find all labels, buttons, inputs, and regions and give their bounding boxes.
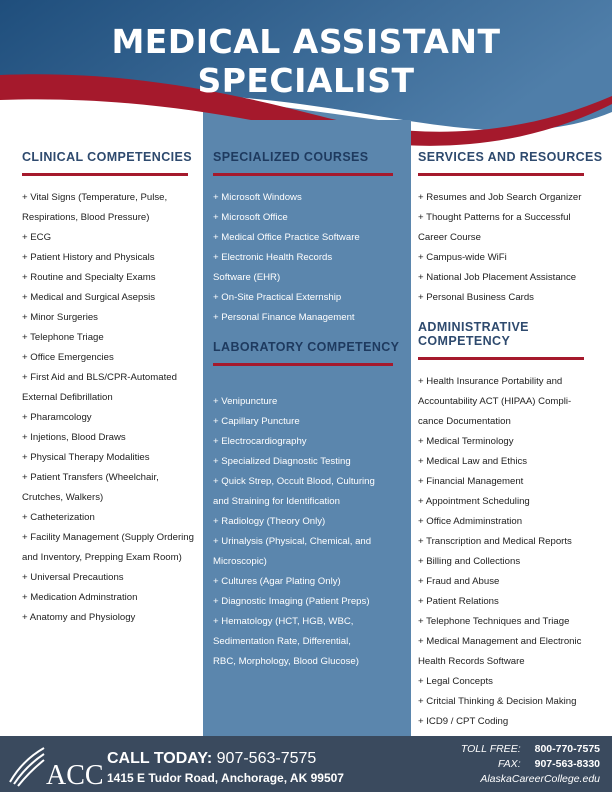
admin-item: + ICD9 / CPT Coding bbox=[418, 716, 509, 727]
swoosh-icon bbox=[6, 742, 46, 788]
clinical-item: + Minor Surgeries bbox=[22, 312, 98, 323]
service-item: Career Course bbox=[418, 232, 481, 243]
lab-item: RBC, Morphology, Blood Glucose) bbox=[213, 656, 359, 667]
admin-item: Health Records Software bbox=[418, 656, 525, 667]
service-item: + Personal Business Cards bbox=[418, 292, 534, 303]
clinical-item: External Defibrillation bbox=[22, 392, 113, 403]
clinical-item: + Injetions, Blood Draws bbox=[22, 432, 126, 443]
lab-item: Microscopic) bbox=[213, 556, 267, 567]
call-number[interactable]: 907-563-7575 bbox=[216, 750, 317, 767]
toll-free-label: TOLL FREE: bbox=[460, 743, 521, 755]
admin-item: + Medical Management and Electronic bbox=[418, 636, 582, 647]
footer bbox=[0, 736, 612, 792]
service-item: + National Job Placement Assistance bbox=[418, 272, 577, 283]
clinical-item: + Patient Transfers (Wheelchair, bbox=[22, 472, 159, 483]
call-today bbox=[107, 750, 316, 768]
lab-item: + Capillary Puncture bbox=[213, 416, 300, 427]
lab-item: Sedimentation Rate, Differential, bbox=[213, 636, 351, 647]
page-title: MEDICAL ASSISTANT SPECIALIST bbox=[111, 22, 501, 100]
clinical-item: + Anatomy and Physiology bbox=[22, 612, 136, 623]
clinical-column bbox=[22, 150, 200, 628]
heading-divider bbox=[213, 173, 393, 176]
lab-item: + Cultures (Agar Plating Only) bbox=[213, 576, 341, 587]
service-item: + Thought Patterns for a Successful bbox=[418, 212, 571, 223]
admin-item: + Appointment Scheduling bbox=[418, 496, 530, 507]
course-item: + On-Site Practical Externship bbox=[213, 292, 342, 303]
call-label: CALL TODAY: bbox=[107, 750, 213, 767]
fax-number: 907-563-8330 bbox=[534, 758, 600, 770]
lab-item: + Urinalysis (Physical, Chemical, and bbox=[213, 536, 372, 547]
admin-item: + Office Admiminstration bbox=[418, 516, 523, 527]
admin-heading: ADMINISTRATIVE COMPETENCY bbox=[418, 320, 529, 348]
clinical-item: + First Aid and BLS/CPR-Automated bbox=[22, 372, 177, 383]
courses-list bbox=[213, 188, 408, 328]
logo-text: ACC bbox=[46, 760, 104, 791]
clinical-item: + Facility Management (Supply Ordering bbox=[22, 532, 194, 543]
lab-item: and Straining for Identification bbox=[213, 496, 340, 507]
service-item: + Campus-wide WiFi bbox=[418, 252, 507, 263]
lab-item: + Radiology (Theory Only) bbox=[213, 516, 326, 527]
admin-item: + Medical Terminology bbox=[418, 436, 514, 447]
clinical-list bbox=[22, 188, 200, 628]
admin-item: + Critcial Thinking & Decision Making bbox=[418, 696, 577, 707]
heading-divider bbox=[213, 363, 393, 366]
admin-item: + Medical Law and Ethics bbox=[418, 456, 528, 467]
clinical-item: Crutches, Walkers) bbox=[22, 492, 104, 503]
admin-item: + Transcription and Medical Reports bbox=[418, 536, 572, 547]
courses-heading: SPECIALIZED COURSES bbox=[213, 150, 369, 164]
admin-list bbox=[418, 372, 610, 732]
admin-item: + Patient Relations bbox=[418, 596, 499, 607]
clinical-item: Respirations, Blood Pressure) bbox=[22, 212, 150, 223]
admin-item: Accountability ACT (HIPAA) Compli- bbox=[418, 396, 572, 407]
lab-list bbox=[213, 392, 408, 672]
admin-item: + Health Insurance Portability and bbox=[418, 376, 563, 387]
clinical-item: + Pharamcology bbox=[22, 412, 92, 423]
admin-item: + Financial Management bbox=[418, 476, 524, 487]
services-heading: SERVICES AND RESOURCES bbox=[418, 150, 603, 164]
services-list bbox=[418, 188, 610, 308]
clinical-item: + Telephone Triage bbox=[22, 332, 104, 343]
course-item: + Medical Office Practice Software bbox=[213, 232, 360, 243]
clinical-item: + Office Emergencies bbox=[22, 352, 114, 363]
admin-item: + Legal Concepts bbox=[418, 676, 493, 687]
clinical-item: + Universal Precautions bbox=[22, 572, 124, 583]
lab-item: + Specialized Diagnostic Testing bbox=[213, 456, 351, 467]
admin-item: + Telephone Techniques and Triage bbox=[418, 616, 570, 627]
toll-free-number[interactable]: 800-770-7575 bbox=[534, 743, 600, 755]
clinical-item: + Routine and Specialty Exams bbox=[22, 272, 156, 283]
course-item: + Microsoft Windows bbox=[213, 192, 302, 203]
service-item: + Resumes and Job Search Organizer bbox=[418, 192, 582, 203]
admin-item: + Billing and Collections bbox=[418, 556, 521, 567]
clinical-item: + Physical Therapy Modalities bbox=[22, 452, 150, 463]
course-item: + Microsoft Office bbox=[213, 212, 288, 223]
heading-divider bbox=[418, 173, 584, 176]
heading-divider bbox=[418, 357, 584, 360]
contact-block bbox=[380, 742, 600, 787]
clinical-item: + Patient History and Physicals bbox=[22, 252, 155, 263]
website-link[interactable]: AlaskaCareerCollege.edu bbox=[480, 773, 600, 785]
fax-label: FAX: bbox=[498, 758, 521, 770]
course-item: Software (EHR) bbox=[213, 272, 281, 283]
clinical-item: + Medication Adminstration bbox=[22, 592, 138, 603]
middle-column bbox=[213, 150, 408, 672]
clinical-heading: CLINICAL COMPETENCIES bbox=[22, 150, 192, 164]
clinical-item: + Catheterization bbox=[22, 512, 95, 523]
heading-divider bbox=[22, 173, 188, 176]
address: 1415 E Tudor Road, Anchorage, AK 99507 bbox=[107, 771, 344, 785]
lab-heading: LABORATORY COMPETENCY bbox=[213, 340, 400, 354]
clinical-item: and Inventory, Prepping Exam Room) bbox=[22, 552, 182, 563]
admin-item: + Fraud and Abuse bbox=[418, 576, 500, 587]
course-item: + Personal Finance Management bbox=[213, 312, 355, 323]
clinical-item: + Medical and Surgical Asepsis bbox=[22, 292, 156, 303]
lab-item: + Venipuncture bbox=[213, 396, 278, 407]
admin-item: cance Documentation bbox=[418, 416, 511, 427]
lab-item: + Electrocardiography bbox=[213, 436, 307, 447]
acc-logo bbox=[6, 742, 104, 791]
lab-item: + Quick Strep, Occult Blood, Culturing bbox=[213, 476, 375, 487]
right-column bbox=[418, 150, 610, 732]
clinical-item: + Vital Signs (Temperature, Pulse, bbox=[22, 192, 168, 203]
lab-item: + Hematology (HCT, HGB, WBC, bbox=[213, 616, 354, 627]
course-item: + Electronic Health Records bbox=[213, 252, 333, 263]
lab-item: + Diagnostic Imaging (Patient Preps) bbox=[213, 596, 370, 607]
clinical-item: + ECG bbox=[22, 232, 52, 243]
